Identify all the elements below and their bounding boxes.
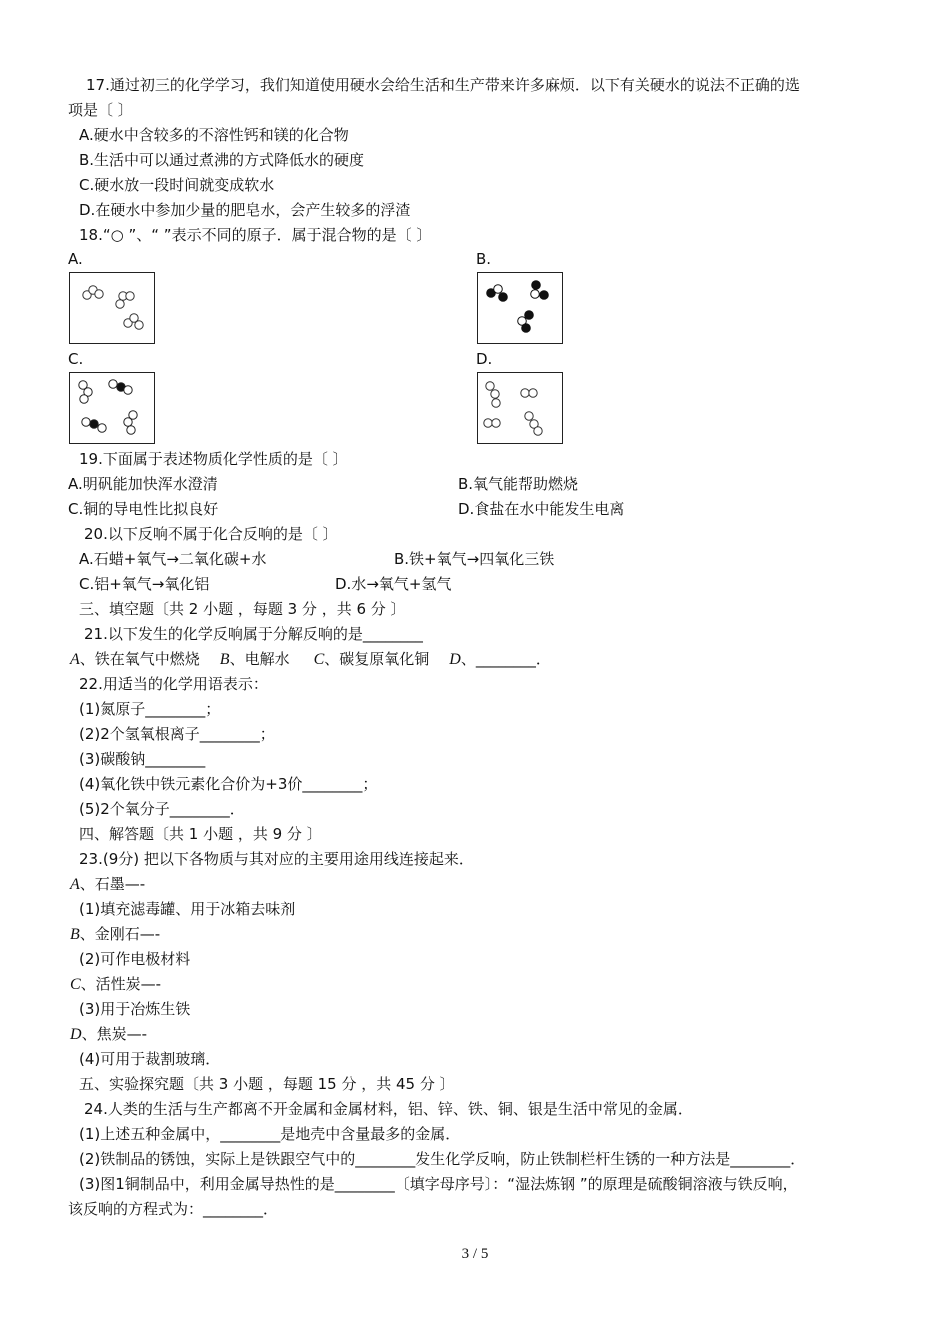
particle-diagram-b xyxy=(478,273,562,343)
q22-part-3: (3)碳酸钠________ xyxy=(79,750,206,768)
q24-stem: 24.人类的生活与生产都离不开金属和金属材料，铝、锌、铁、铜、银是生活中常见的金属． xyxy=(84,1100,693,1118)
q19-option-a: A.明矾能加快浑水澄清 xyxy=(68,475,218,493)
q21-options xyxy=(70,649,551,670)
q19-stem: 19.下面属于表述物质化学性质的是〔 〕 xyxy=(79,450,348,468)
q21-option-a-text: 、铁在氧气中燃烧 xyxy=(79,650,200,668)
q17-option-b: B.生活中可以通过煮沸的方式降低水的硬度 xyxy=(79,151,365,169)
q23-stem: 23.(9分) 把以下各物质与其对应的主要用途用线连接起来． xyxy=(79,850,474,868)
q20-option-a: A.石蜡+氧气→二氧化碳+水 xyxy=(79,550,267,568)
q24-part-3-line2: 该反响的方程式为：________． xyxy=(68,1200,279,1218)
q18-figure-b xyxy=(477,272,563,344)
q23-material-b-text: 、金刚石—- xyxy=(79,925,161,943)
q21-option-c-letter: C xyxy=(313,651,325,668)
q20-option-d: D.水→氧气+氢气 xyxy=(335,575,452,593)
q19-option-c: C.铜的导电性比拟良好 xyxy=(68,500,219,518)
q23-material-d-text: 、焦炭—- xyxy=(81,1025,147,1043)
particle-diagram-a xyxy=(70,273,154,343)
q24-part-2: (2)铁制品的锈蚀，实际上是铁跟空气中的________发生化学反响，防止铁制栏杆生锈的一种方法是________． xyxy=(79,1150,806,1168)
q23-use-1: (1)填充滤毒罐、用于冰箱去味剂 xyxy=(79,900,296,918)
q23-use-2: (2)可作电极材料 xyxy=(79,950,191,968)
q17-stem-line1: 17.通过初三的化学学习，我们知道使用硬水会给生活和生产带来许多麻烦．以下有关硬水的说法不正确的选 xyxy=(86,76,800,94)
q17-option-c: C.硬水放一段时间就变成软水 xyxy=(79,176,275,194)
q23-material-c xyxy=(70,974,161,995)
q21-option-a-letter: A xyxy=(70,651,80,668)
q23-material-b xyxy=(70,924,160,945)
q24-part-1: (1)上述五种金属中，________是地壳中含量最多的金属． xyxy=(79,1125,461,1143)
q21-option-c-text: 、碳复原氧化铜 xyxy=(324,650,430,668)
q21-option-d-letter: D xyxy=(449,651,461,668)
section-5-heading: 五、实验探究题〔共 3 小题 ，每题 15 分 ，共 45 分 〕 xyxy=(79,1075,455,1093)
q23-material-a xyxy=(70,874,145,895)
q20-stem: 20.以下反响不属于化合反响的是〔 〕 xyxy=(84,525,338,543)
q22-part-5: (5)2个氧分子________． xyxy=(79,800,245,818)
q23-use-3: (3)用于冶炼生铁 xyxy=(79,1000,191,1018)
q23-use-4: (4)可用于裁割玻璃． xyxy=(79,1050,221,1068)
section-4-heading: 四、解答题〔共 1 小题 ，共 9 分 〕 xyxy=(79,825,322,843)
q19-option-d: D.食盐在水中能发生电离 xyxy=(458,500,625,518)
q18-figure-d xyxy=(477,372,563,444)
q21-stem: 21.以下发生的化学反响属于分解反响的是________ xyxy=(84,625,423,643)
particle-diagram-c xyxy=(70,373,154,443)
q23-material-b-letter: B xyxy=(70,926,80,943)
q23-material-a-letter: A xyxy=(70,876,80,893)
q18-figure-a xyxy=(69,272,155,344)
q21-option-b-text: 、电解水 xyxy=(229,650,290,668)
section-3-heading: 三、填空题〔共 2 小题 ，每题 3 分 ，共 6 分 〕 xyxy=(79,600,406,618)
q18-figure-c xyxy=(69,372,155,444)
q21-option-b-letter: B xyxy=(219,651,230,668)
q22-stem: 22.用适当的化学用语表示： xyxy=(79,675,268,693)
particle-diagram-d xyxy=(478,373,562,443)
q20-option-b: B.铁+氧气→四氧化三铁 xyxy=(394,550,555,568)
q21-option-d-text: 、________． xyxy=(460,650,551,668)
q17-option-d: D.在硬水中参加少量的肥皂水，会产生较多的浮渣 xyxy=(79,201,411,219)
q22-part-1: (1)氮原子________； xyxy=(79,700,221,718)
q19-option-b: B.氧气能帮助燃烧 xyxy=(458,475,579,493)
q23-material-a-text: 、石墨—- xyxy=(79,875,146,893)
q20-option-c: C.铝+氧气→氧化铝 xyxy=(79,575,210,593)
q18-label-a: A. xyxy=(68,250,83,268)
q22-part-4: (4)氧化铁中铁元素化合价为+3价________； xyxy=(79,775,378,793)
q18-label-b: B. xyxy=(476,250,492,268)
q17-option-a: A.硬水中含较多的不溶性钙和镁的化合物 xyxy=(79,126,349,144)
q23-material-c-text: 、活性炭—- xyxy=(80,975,162,993)
q23-material-c-letter: C xyxy=(70,976,81,993)
q18-label-d: D. xyxy=(476,350,493,368)
q17-stem-line2: 项是〔 〕 xyxy=(68,101,133,119)
q24-part-3-line1: (3)图1铜制品中，利用金属导热性的是________〔填字母序号〕：“湿法炼钢 ”的原理是硫酸铜溶液与铁反响， xyxy=(79,1175,798,1193)
q23-material-d-letter: D xyxy=(70,1026,82,1043)
q18-label-c: C. xyxy=(68,350,84,368)
q22-part-2: (2)2个氢氧根离子________； xyxy=(79,725,275,743)
q18-stem: 18.“○ ”、“ ”表示不同的原子．属于混合物的是〔 〕 xyxy=(79,226,432,244)
page-number: 3 / 5 xyxy=(461,1246,489,1262)
q23-material-d xyxy=(70,1024,147,1045)
